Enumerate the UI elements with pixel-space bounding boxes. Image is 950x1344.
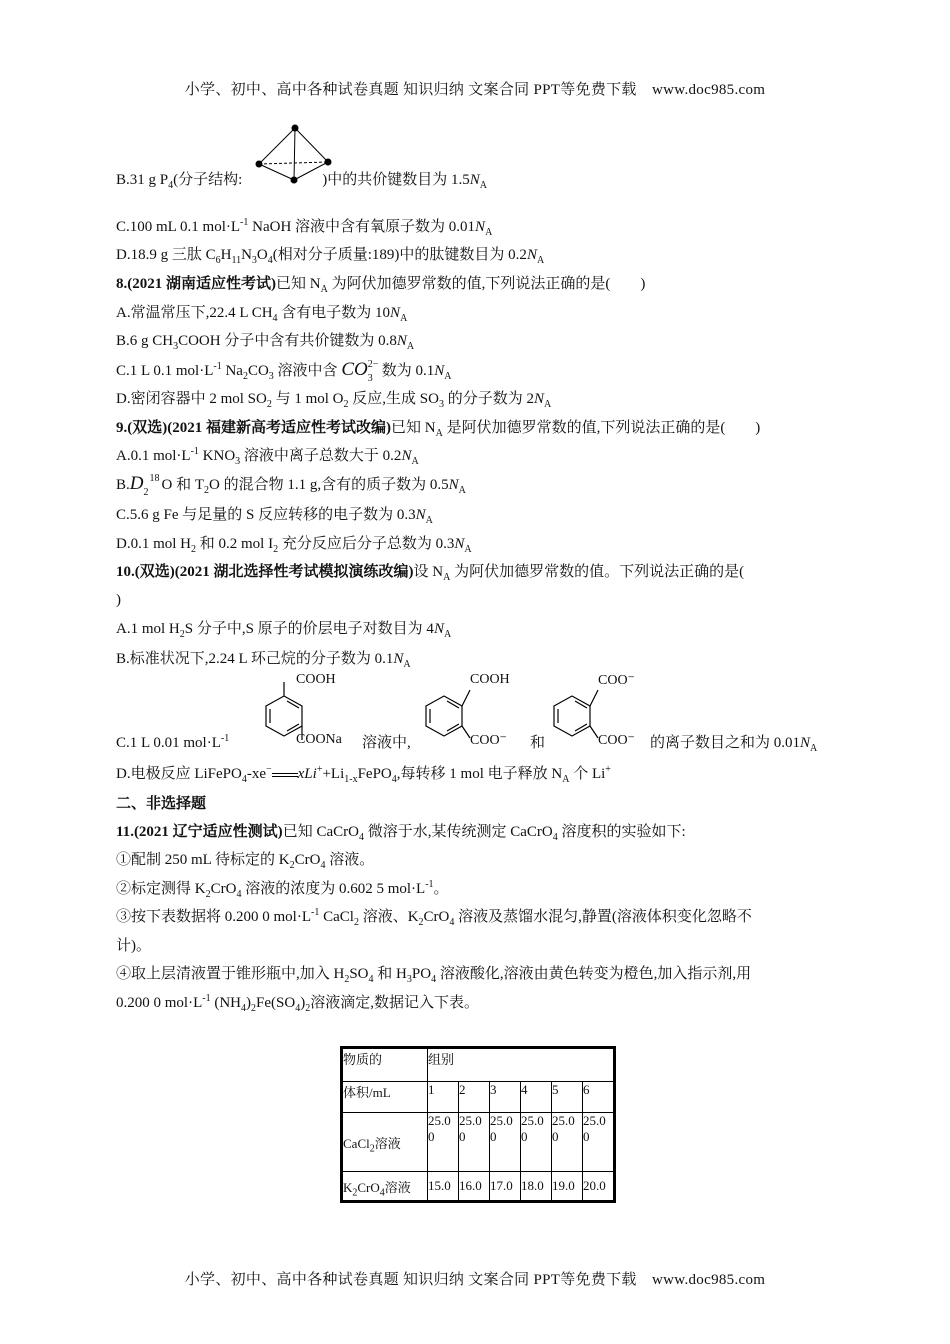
q11-stem: 11.(2021 辽宁适应性测试)已知 CaCrO$_4$ 微溶于水,某传统测定 CaCrO$_4$ 溶度积的实验如下: xyxy=(116,824,686,843)
section-title: 二、非选择题 xyxy=(116,794,207,812)
q9-stem: 9.(双选)(2021 福建新高考适应性考试改编)已知 $N_A$ 是阿伏加德罗常数的值,下列说法正确的是( ) xyxy=(116,420,761,439)
data-table xyxy=(340,1046,616,1203)
q11-step-3: ③按下表数据将 0.200 0 $mol\cdot L^{-1}$ CaCl$_2$ 溶液、$K_2CrO_4$ 溶液及蒸馏水混匀,静置(溶液体积变化忽略不 xyxy=(116,907,752,928)
cacl2-cell: 25.0 0 xyxy=(490,1113,521,1172)
q10-option-c-and: 和 xyxy=(530,735,546,751)
q11-step-3-cont: 计)。 xyxy=(116,938,151,954)
q11-step-1: ①配制 250 mL 待标定的 $K_2CrO_4$ 溶液。 xyxy=(116,852,375,871)
group-cell: 4 xyxy=(521,1082,552,1113)
group-cell: 5 xyxy=(552,1082,583,1113)
group-cell: 1 xyxy=(428,1082,459,1113)
q7-option-c: C.100 mL 0.1 $mol\cdot L^{-1}$ NaOH 溶液中含有氧原子数为 $0.01N_A$ xyxy=(116,217,493,238)
table-header-volume: 体积/mL xyxy=(342,1082,428,1113)
q10-option-c-mid: 溶液中, xyxy=(362,735,411,751)
row-label-k2cro4: $K_2CrO_4$溶液 xyxy=(342,1172,428,1202)
page-header: 小学、初中、高中各种试卷真题 知识归纳 文案合同 PPT等免费下载 www.doc985.com xyxy=(184,82,766,98)
q8-option-d: D.密闭容器中 2 mol $SO_2$ 与 1 mol $O_2$ 反应,生成 $SO_3$ 的分子数为 $2N_A$ xyxy=(116,391,552,410)
q8-option-b: B.6 g $CH_3COOH$ 分子中含有共价键数为 $0.8N_A$ xyxy=(116,333,415,352)
k2cro4-cell: 17.0 xyxy=(490,1172,521,1202)
k2cro4-cell: 15.0 xyxy=(428,1172,459,1202)
table-row-k2cro4 xyxy=(342,1172,615,1202)
sodium-hydrogen-phthalate-structure: COOH COONa xyxy=(244,672,364,752)
phthalate-ion-structure: COO⁻ COO⁻ xyxy=(548,672,658,752)
cacl2-cell: 25.0 0 xyxy=(583,1113,615,1172)
k2cro4-cell: 16.0 xyxy=(459,1172,490,1202)
q9-option-b: B.D 2 18 O 和 $T_2O$ 的混合物 1.1 g,含有的质子数为 $0.5N_A$ xyxy=(116,473,466,498)
q10-option-c-prefix: C.1 L 0.01 $mol\cdot L^{-1}$ xyxy=(116,733,230,751)
cacl2-cell: 25.0 0 xyxy=(428,1113,459,1172)
cacl2-cell: 25.0 0 xyxy=(521,1113,552,1172)
q9-option-c: C.5.6 g Fe 与足量的 S 反应转移的电子数为 $0.3N_A$ xyxy=(116,507,433,526)
q8-option-a: A.常温常压下,22.4 L $CH_4$ 含有电子数为 $10N_A$ xyxy=(116,305,408,324)
q8-stem: 8.(2021 湖南适应性考试)已知 $N_A$ 为阿伏加德罗常数的值,下列说法正确的是( ) xyxy=(116,276,646,295)
q10-option-b: B.标准状况下,2.24 L 环己烷的分子数为 $0.1N_A$ xyxy=(116,651,411,670)
k2cro4-cell: 20.0 xyxy=(583,1172,615,1202)
p4-tetrahedron-structure xyxy=(252,122,334,186)
q8-option-c: C.1 L 0.1 $mol\cdot L^{-1}$ $Na_2CO_3$ 溶液中含 CO 2− 3 数为 $0.1N_A$ xyxy=(116,359,452,384)
q10-stem-cont: ) xyxy=(116,592,121,608)
table-header-row xyxy=(342,1048,615,1082)
q11-step-4-cont: 0.200 0 $mol\cdot L^{-1}$ $(NH_4)_2Fe(SO_4)_2$溶液滴定,数据记入下表。 xyxy=(116,993,479,1014)
q11-step-2: ②标定测得 $K_2CrO_4$ 溶液的浓度为 0.602 5 $mol\cdot L^{-1}$。 xyxy=(116,879,449,900)
table-header-substance: 物质的 xyxy=(342,1048,428,1082)
row-label-cacl2: CaCl$_2$溶液 xyxy=(342,1113,428,1172)
q10-option-c-post: 的离子数目之和为 $0.01N_A$ xyxy=(650,735,818,754)
q7-option-b: B.31 g $P_4$(分子结构: )中的共价键数目为 $1.5N_A$ xyxy=(116,172,488,191)
table-row-cacl2 xyxy=(342,1113,615,1172)
q10-stem: 10.(双选)(2021 湖北选择性考试模拟演练改编)设 $N_A$ 为阿伏加德罗常数的值。下列说法正确的是( xyxy=(116,564,745,583)
group-cell: 6 xyxy=(583,1082,615,1113)
q9-option-a: A.0.1 $mol\cdot L^{-1}$ $KNO_3$ 溶液中离子总数大于 $0.2N_A$ xyxy=(116,446,419,467)
q9-option-d: D.0.1 mol $H_2$ 和 0.2 mol $I_2$ 充分反应后分子总数为 $0.3N_A$ xyxy=(116,536,472,555)
q11-step-4: ④取上层清液置于锥形瓶中,加入 $H_2SO_4$ 和 $H_3PO_4$ 溶液酸化,溶液由黄色转变为橙色,加入指示剂,用 xyxy=(116,966,752,985)
page-footer: 小学、初中、高中各种试卷真题 知识归纳 文案合同 PPT等免费下载 www.doc985.com xyxy=(184,1272,766,1288)
table-header-group: 组别 xyxy=(428,1048,615,1082)
q10-option-a: A.1 mol $H_2S$ 分子中,S 原子的价层电子对数目为 $4N_A$ xyxy=(116,621,452,640)
hydrogen-phthalate-ion-structure: COOH COO⁻ xyxy=(420,672,530,752)
group-cell: 2 xyxy=(459,1082,490,1113)
cacl2-cell: 25.0 0 xyxy=(552,1113,583,1172)
q10-option-d: D.电极反应 LiFePO$_4$-xe− $xLi^++Li_{1-x}FePO_4$,每转移 1 mol 电子释放 $N_A$ 个 Li+ xyxy=(116,764,611,785)
k2cro4-cell: 18.0 xyxy=(521,1172,552,1202)
k2cro4-cell: 19.0 xyxy=(552,1172,583,1202)
group-cell: 3 xyxy=(490,1082,521,1113)
cacl2-cell: 25.0 0 xyxy=(459,1113,490,1172)
q7-option-d: D.18.9 g 三肽 $C_6H_{11}N_3O_4$(相对分子质量:189)中的肽键数目为 $0.2N_A$ xyxy=(116,247,545,266)
table-group-row xyxy=(342,1082,615,1113)
